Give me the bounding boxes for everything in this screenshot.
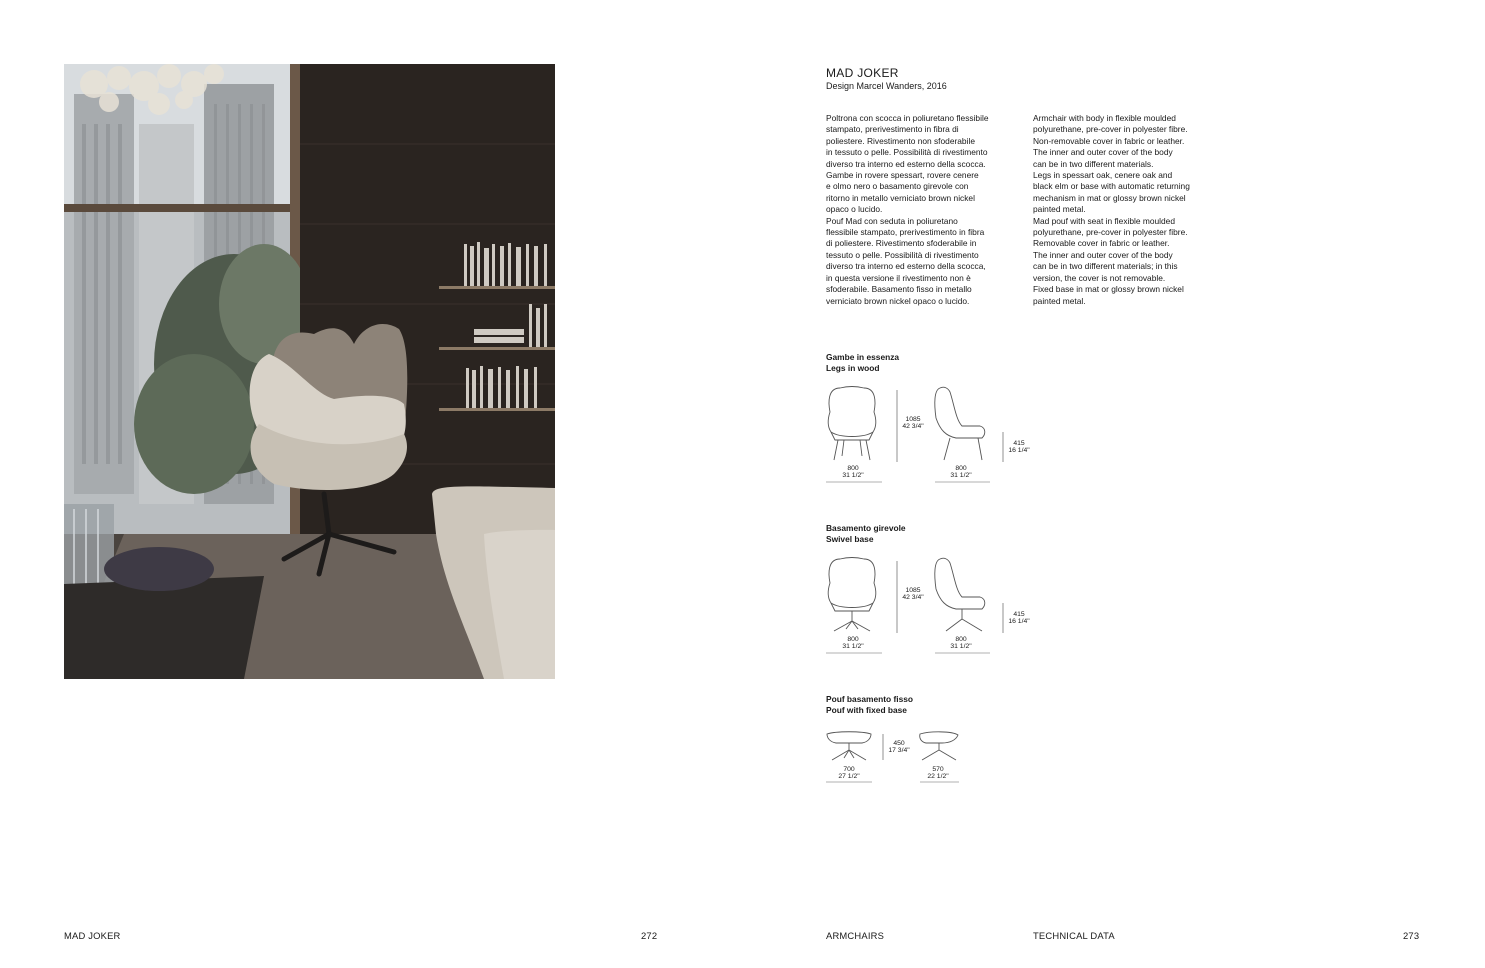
legs-wood-width-dimension: 800 31 1/2" xyxy=(842,465,864,480)
swivel-height-dimension: 1085 42 3/4" xyxy=(902,587,924,602)
section-title-it: Gambe in essenza xyxy=(826,352,900,362)
section-title-it: Pouf basamento fisso xyxy=(826,694,914,704)
pouf-side-view xyxy=(920,732,958,760)
pouf-front-view xyxy=(827,732,871,760)
section-title-it: Basamento girevole xyxy=(826,523,906,533)
product-title: MAD JOKER xyxy=(826,66,899,80)
armchair-side-view-wood-legs xyxy=(935,387,985,460)
section-title-en: Pouf with fixed base xyxy=(826,705,907,716)
section-title-pouf xyxy=(826,694,913,717)
legs-wood-depth-dimension: 800 31 1/2" xyxy=(950,465,972,480)
description-english: Armchair with body in flexible moulded polyurethane, pre-cover in polyester fibre. Non-removable cover in fabric or leather. The inner and outer cover of the body can be in two different materials. Legs in spessart oak, cenere oak and black elm or base with automatic returning mechanism in mat or glossy brown nickel painted metal. Mad pouf with seat in flexible moulded polyurethane, pre-cover in polyester fibre. Removable cover in fabric or leather. The inner and outer cover of the body can be in two different materials; in this version, the cover is not removable. Fixed base in mat or glossy brown nickel painted metal. xyxy=(1033,113,1190,306)
footer-left-title: MAD JOKER xyxy=(64,930,121,941)
swivel-width-dimension: 800 31 1/2" xyxy=(842,636,864,651)
swivel-seat-dimension: 415 16 1/4" xyxy=(1008,611,1030,626)
interior-photo-illustration xyxy=(64,64,555,679)
armchair-side-view-swivel xyxy=(935,558,985,631)
product-designer: Design Marcel Wanders, 2016 xyxy=(826,81,947,91)
section-title-swivel-base xyxy=(826,523,906,546)
footer-section: TECHNICAL DATA xyxy=(1033,930,1115,941)
pouf-height-dimension: 450 17 3/4" xyxy=(888,740,910,755)
legs-wood-seat-dimension: 415 16 1/4" xyxy=(1008,440,1030,455)
armchair-front-view-wood-legs xyxy=(828,387,876,461)
description-italian: Poltrona con scocca in poliuretano flessibile stampato, prerivestimento in fibra di poliestere. Rivestimento non sfoderabile in tessuto o pelle. Possibilità di rivestimento diverso tra interno ed esterno della scocca. Gambe in rovere spessart, rovere cenere e olmo nero o basamento girevole con ritorno in metallo verniciato brown nickel opaco o lucido. Pouf Mad con seduta in poliuretano flessibile stampato, prerivestimento in fibra di poliestere. Rivestimento sfoderabile in tessuto o pelle. Possibilità di rivestimento diverso tra interno ed esterno della scocca, in questa versione il rivestimento non è sfoderabile. Basamento fisso in metallo verniciato brown nickel opaco o lucido. xyxy=(826,113,989,306)
pouf-depth-dimension: 570 22 1/2" xyxy=(927,766,949,781)
footer-left-page-number: 272 xyxy=(641,930,658,941)
pouf-width-dimension: 700 27 1/2" xyxy=(838,766,860,781)
swivel-depth-dimension: 800 31 1/2" xyxy=(950,636,972,651)
section-title-legs-wood xyxy=(826,352,899,375)
interior-photo xyxy=(64,64,555,679)
armchair-front-view-swivel xyxy=(828,558,876,632)
footer-category: ARMCHAIRS xyxy=(826,930,885,941)
legs-wood-height-dimension: 1085 42 3/4" xyxy=(902,416,924,431)
section-title-en: Swivel base xyxy=(826,534,874,545)
footer-right-page-number: 273 xyxy=(1403,930,1420,941)
section-title-en: Legs in wood xyxy=(826,363,880,374)
